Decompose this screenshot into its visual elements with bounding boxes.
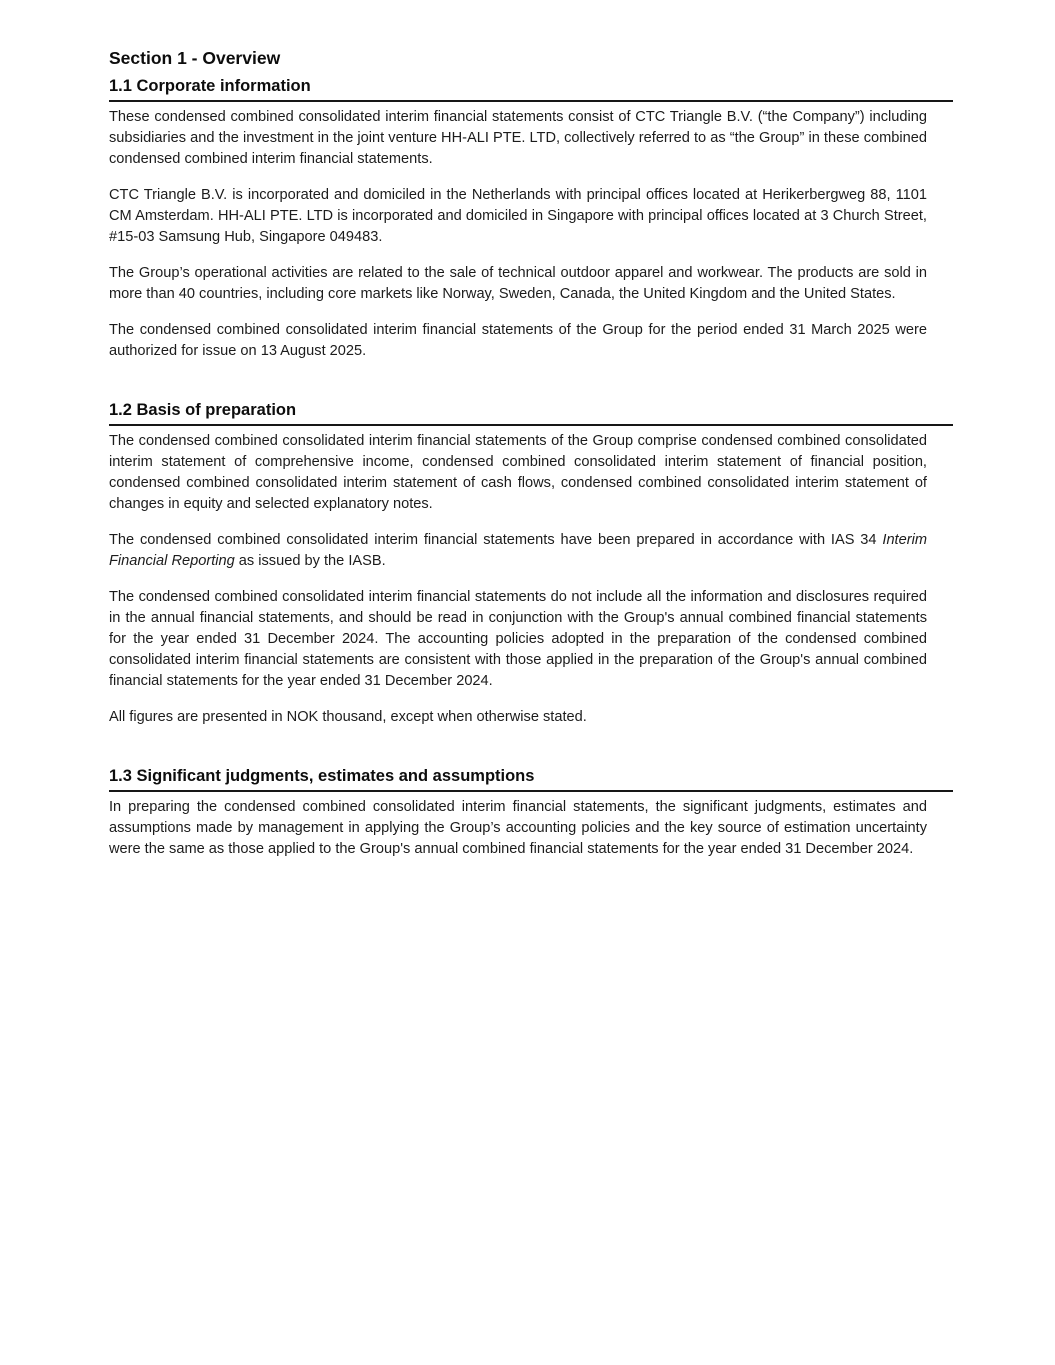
corporate-info-paragraph-1: These condensed combined consolidated interim financial statements consist of CTC Triangle B.V. (“the Company”) including subsidiaries and the investment in the joint venture HH-ALI PTE. LTD, collectively referred to as “the Group” in these combined condensed combined interim financial statements. (109, 109, 927, 167)
corporate-info-paragraph-2: CTC Triangle B.V. is incorporated and domiciled in the Netherlands with principal offices located at Herikerbergweg 88, 1101 CM Amsterdam. HH-ALI PTE. LTD is incorporated and domiciled in Singapore with principal offices located at 3 Church Street, #15-03 Samsung Hub, Singapore 049483. (109, 187, 927, 245)
section-basis-of-preparation (109, 400, 953, 728)
heading-significant-judgments: 1.3 Significant judgments, estimates and assumptions (109, 766, 953, 792)
basis-paragraph-2 (109, 530, 953, 572)
basis-paragraph-2-text: The condensed combined consolidated interim financial statements have been prepared in accordance with IAS 34 (109, 532, 883, 548)
basis-paragraph-1: The condensed combined consolidated interim financial statements of the Group comprise condensed combined consolidated interim statement of comprehensive income, condensed combined consolidated interim statement of financial position, condensed combined consolidated interim statement of cash flows, condensed combined consolidated interim statement of changes in equity and selected explanatory notes. (109, 433, 927, 512)
section-significant-judgments (109, 766, 953, 860)
ias34-standard-title: Interim Financial Reporting (109, 532, 927, 569)
section-corporate-information (109, 76, 953, 362)
judgments-paragraph-1: In preparing the condensed combined consolidated interim financial statements, the significant judgments, estimates and assumptions made by management in applying the Group’s accounting policies and the key source of estimation uncertainty were the same as those applied to the Group's annual combined financial statements for the year ended 31 December 2024. (109, 799, 927, 857)
page-title: Section 1 - Overview (109, 48, 281, 68)
basis-paragraph-4: All figures are presented in NOK thousand, except when otherwise stated. (109, 709, 587, 725)
heading-basis-of-preparation: 1.2 Basis of preparation (109, 400, 953, 426)
basis-paragraph-3: The condensed combined consolidated interim financial statements do not include all the information and disclosures required in the annual financial statements, and should be read in conjunction with the Group's annual combined financial statements for the year ended 31 December 2024. The accounting policies adopted in the preparation of the condensed combined consolidated interim financial statements are consistent with those applied in the preparation of the Group's annual combined financial statements for the year ended 31 December 2024. (109, 589, 927, 689)
basis-paragraph-2-text-end: as issued by the IASB. (234, 553, 386, 569)
corporate-info-paragraph-3: The Group’s operational activities are related to the sale of technical outdoor apparel and workwear. The products are sold in more than 40 countries, including core markets like Norway, Sweden, Canada, the United Kingdom and the United States. (109, 265, 927, 302)
heading-corporate-information: 1.1 Corporate information (109, 76, 953, 102)
corporate-info-paragraph-4: The condensed combined consolidated interim financial statements of the Group for the period ended 31 March 2025 were authorized for issue on 13 August 2025. (109, 322, 927, 359)
